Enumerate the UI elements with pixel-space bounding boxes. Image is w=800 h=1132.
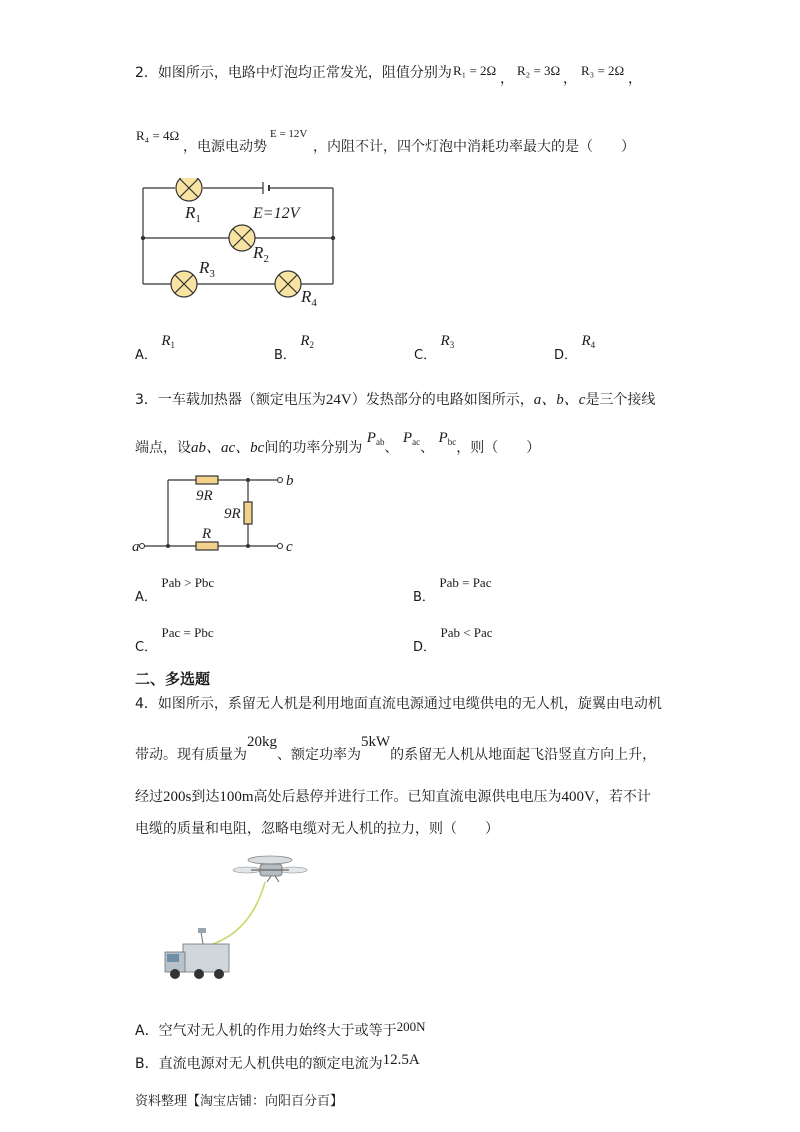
q3-terminals: a、b、c [533,392,586,408]
q3-option-c[interactable] [135,622,214,655]
q4-line4: 电缆的质量和电阻，忽略电缆对无人机的拉力，则（ ） [135,821,499,837]
terminal-c [278,544,283,549]
option-letter: C． [414,348,437,363]
q2-option-c[interactable] [414,330,455,363]
option-value: Pab < Pac [440,625,493,640]
q3-circuit-diagram [132,470,302,560]
q2-comma: ， [500,71,514,87]
q2-line1 [135,62,452,82]
q4-line3: 经过200s到达100m高处后悬停并进行工作。已知直流电源供电电压为400V，若不计 [135,789,651,805]
option-value: $R_3$ [440,333,455,350]
q4-option-b[interactable] [135,1053,420,1073]
tether-cable [207,882,265,946]
q4-voltage: 400V [561,789,595,805]
q2-stem-text: 2．如图所示，电路中灯泡均正常发光，阻值分别为 [135,65,452,81]
resistor-mid-9r [244,502,252,524]
option-text: 直流电源对无人机供电的额定电流为 [158,1056,383,1072]
option-text: 空气对无人机的作用力始终大于或等于 [158,1023,397,1039]
bulb-r1 [176,178,202,201]
fig-label-r4: $R_4$ [301,287,317,308]
truck-icon [165,928,229,979]
fig-label-a: a [132,539,140,555]
option-letter: B． [135,1056,159,1072]
q3-pbc: $P_{bc}$ [438,430,457,447]
fig-label-r3: $R_3$ [199,258,215,280]
terminal-a [140,544,145,549]
q2-r4-value: R₄ = 4Ω [136,128,180,143]
q4-line2: 带动。现有质量为20kg、额定功率为5kW的系留无人机从地面起飞沿竖直方向上升， [135,734,657,763]
q4-line1: 4．如图所示，系留无人机是利用地面直流电源通过电缆供电的无人机，旋翼由电动机 [135,696,662,712]
resistor-top-9r [196,476,218,484]
q2-r3-value: R₃ = 2Ω [581,63,625,78]
fig-label-b: b [286,473,294,489]
fig-label-c: c [286,539,293,555]
q2-option-b[interactable] [274,330,315,363]
option-letter: B． [274,348,296,363]
q2-circuit-diagram [135,178,355,308]
option-letter: A． [135,348,157,363]
option-letter: A． [135,1023,159,1039]
q4-mass: 20kg [247,734,277,750]
option-value: Pab > Pbc [161,575,215,590]
option-value: 12.5A [382,1052,420,1068]
q3-voltage: 24V [325,392,352,408]
q3-option-a[interactable] [135,572,215,605]
q2-stem-text: ，内阻不计，四个灯泡中消耗功率最大的是（ ） [313,139,635,155]
q2-r2-value: R₂ = 3Ω [517,63,561,78]
q3-line1: 3．一车载加热器（额定电压为24V）发热部分的电路如图所示，a、b、c是三个接线 [135,392,656,408]
q4-power: 5kW [361,734,391,750]
q2-option-a[interactable] [135,330,176,363]
option-value: $R_1$ [161,333,176,350]
q2-stem-text: ，电源电动势 [183,139,267,155]
q3-line2: 端点，设ab、ac、bc间的功率分别为 $P_{ab}$、 $P_{ac}$、 $P_{bc}$，则（ ） [135,430,541,456]
option-letter: C． [135,640,158,655]
q3-pac: $P_{ac}$ [402,430,421,447]
q2-comma: ， [563,71,577,87]
resistor-bottom-r [196,542,218,550]
fig-label-bottom-r: R [202,526,212,542]
option-letter: D． [554,348,578,363]
option-letter: B． [413,590,435,605]
fig-label-mid-9r: 9R [224,506,241,522]
drone-icon [233,856,307,882]
option-letter: D． [413,640,437,655]
option-value: $R_2$ [300,333,315,350]
q4-height: 100m [219,789,254,805]
q4-time: 200s [163,789,192,805]
q2-comma: ， [628,71,642,87]
option-value: $R_4$ [581,333,596,350]
q3-option-d[interactable] [413,622,493,655]
q2-r1-value: R₁ = 2Ω [453,63,497,78]
option-value: Pac = Pbc [161,625,214,640]
option-letter: A． [135,590,157,605]
q3-pairs: ab、ac、bc [191,440,265,456]
fig-label-r2: $R_2$ [253,243,269,265]
q3-option-b[interactable] [413,572,492,605]
footer-source: 资料整理【淘宝店铺：向阳百分百】 [135,1094,344,1109]
q4-option-a[interactable] [135,1020,425,1040]
terminal-b [278,478,283,483]
fig-label-emf: E=12V [253,205,300,222]
q3-pab: $P_{ab}$ [366,430,385,447]
q2-option-d[interactable] [554,330,596,363]
drone-truck-illustration [155,848,315,988]
section-title: 二、多选题 [135,670,211,688]
option-value: Pab = Pac [439,575,492,590]
q2-emf-value: E = 12V [270,128,308,140]
fig-label-r1: $R_1$ [185,203,201,225]
option-value: 200N [396,1019,426,1034]
fig-label-top-9r: 9R [196,488,213,504]
